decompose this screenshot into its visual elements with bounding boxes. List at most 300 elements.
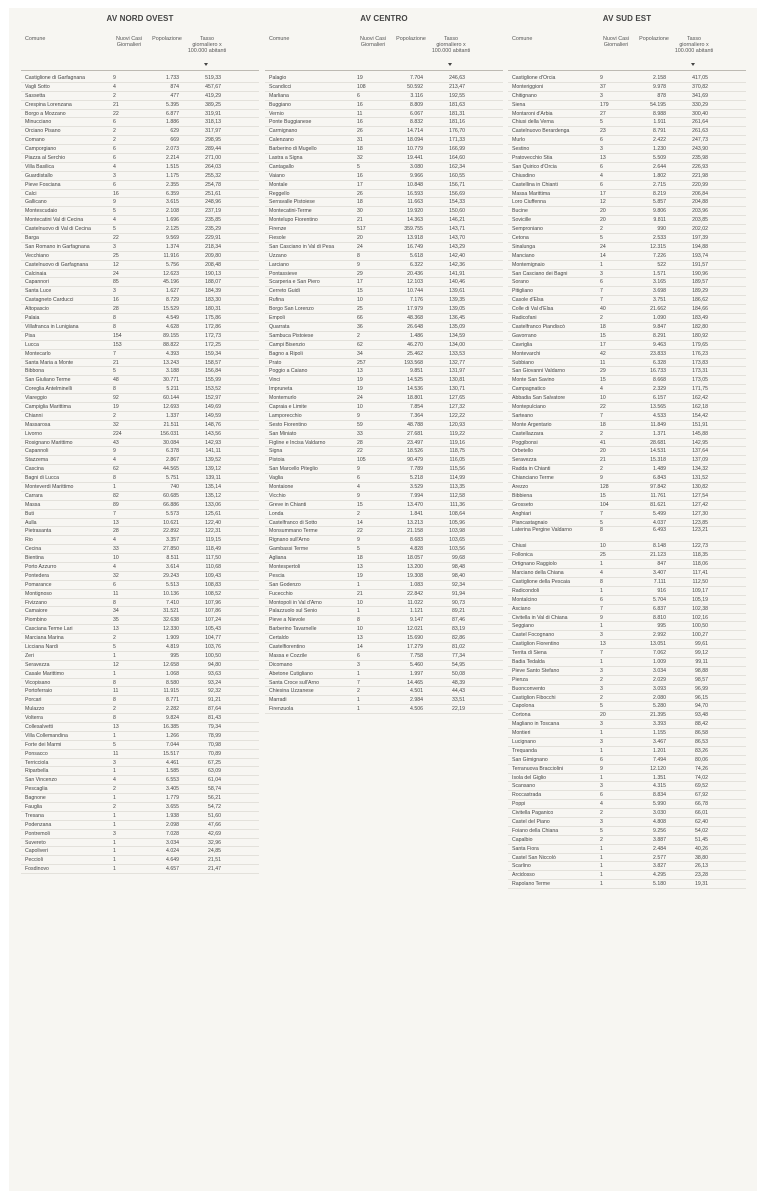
cell-comune: Vinci: [269, 377, 281, 384]
table-row: [265, 376, 503, 385]
cell-comune: Montignoso: [25, 590, 52, 597]
cell-comune: Chiusdino: [512, 172, 536, 179]
cell-tasso: 261,64: [692, 119, 708, 126]
table-row: [508, 261, 746, 270]
cell-comune: San Romano in Garfagnana: [25, 243, 90, 250]
cell-tasso: 181,16: [449, 119, 465, 126]
cell-tasso: 98,57: [695, 676, 708, 683]
cell-popolazione: 1.886: [166, 119, 179, 126]
cell-popolazione: 1.009: [653, 659, 666, 665]
cell-nuovi-casi: 21: [113, 359, 119, 366]
cell-nuovi-casi: 3: [113, 288, 116, 295]
cell-tasso: 118,75: [449, 448, 465, 455]
cell-tasso: 189,29: [692, 288, 708, 295]
cell-popolazione: 6.837: [653, 605, 666, 612]
cell-tasso: 122,73: [692, 543, 708, 550]
cell-comune: Lucca: [25, 341, 39, 348]
cell-popolazione: 8.729: [166, 297, 179, 304]
cell-popolazione: 11.915: [163, 688, 179, 695]
table-row: [21, 705, 259, 714]
cell-popolazione: 23.497: [407, 439, 423, 446]
cell-tasso: 141,91: [449, 270, 465, 277]
cell-popolazione: 11.663: [407, 199, 423, 206]
table-row: [265, 447, 503, 456]
cell-nuovi-casi: 34: [113, 608, 119, 615]
cell-popolazione: 5.573: [166, 510, 179, 517]
cell-popolazione: 60.685: [163, 492, 179, 499]
cell-popolazione: 6.157: [653, 395, 666, 402]
table-row: [265, 270, 503, 279]
cell-comune: Roccastrada: [512, 792, 542, 799]
cell-tasso: 188,07: [205, 279, 221, 286]
cell-nuovi-casi: 33: [113, 546, 119, 553]
cell-nuovi-casi: 27: [600, 110, 606, 117]
cell-popolazione: 1.938: [166, 812, 179, 819]
cell-nuovi-casi: 17: [357, 279, 363, 286]
table-row: [508, 578, 746, 587]
cell-comune: Portoferraio: [25, 688, 53, 695]
cell-nuovi-casi: 14: [600, 252, 606, 259]
cell-comune: Rapolano Terme: [512, 881, 550, 888]
table-row: [508, 685, 746, 694]
cell-comune: Fosdinovo: [25, 866, 49, 873]
cell-tasso: 54,95: [452, 661, 465, 668]
cell-comune: Licciana Nardi: [25, 644, 58, 650]
cell-comune: Camporgiano: [25, 146, 57, 153]
cell-popolazione: 4.657: [166, 866, 179, 873]
table-row: [265, 492, 503, 501]
cell-popolazione: 3.698: [653, 288, 666, 295]
cell-comune: Cetona: [512, 235, 529, 242]
cell-popolazione: 9.463: [653, 341, 666, 348]
cell-nuovi-casi: 1: [600, 587, 603, 594]
cell-popolazione: 2.125: [166, 226, 179, 233]
cell-popolazione: 1.230: [653, 146, 666, 153]
cell-nuovi-casi: 62: [357, 341, 363, 348]
cell-comune: Castelnuovo di Val di Cecina: [25, 226, 91, 233]
cell-comune: Castiglion Fibocchi: [512, 694, 556, 701]
cell-nuovi-casi: 32: [113, 572, 119, 579]
cell-tasso: 148,76: [205, 421, 221, 428]
table-row: [508, 782, 746, 791]
cell-nuovi-casi: 8: [113, 715, 116, 722]
cell-nuovi-casi: 7: [113, 350, 116, 357]
cell-tasso: 116,05: [449, 457, 465, 464]
cell-nuovi-casi: 16: [357, 101, 363, 108]
cell-popolazione: 60.144: [163, 395, 179, 402]
table-header: [265, 36, 503, 71]
cell-popolazione: 1.585: [166, 768, 179, 775]
cell-comune: Siena: [512, 101, 526, 108]
cell-comune: Monteriggioni: [512, 83, 544, 90]
table-row: [21, 118, 259, 127]
cell-tasso: 149,59: [205, 412, 221, 419]
table-row: [508, 270, 746, 279]
cell-popolazione: 1.841: [410, 510, 423, 517]
table-row: [21, 110, 259, 119]
cell-nuovi-casi: 3: [113, 243, 116, 250]
cell-nuovi-casi: 16: [113, 297, 119, 304]
cell-comune: Bibbiena: [512, 492, 533, 499]
cell-tasso: 176,23: [692, 350, 708, 357]
cell-tasso: 107,86: [205, 608, 221, 615]
cell-popolazione: 3.614: [166, 563, 179, 570]
cell-tasso: 194,88: [692, 243, 708, 250]
cell-nuovi-casi: 2: [600, 430, 603, 437]
table-row: [508, 501, 746, 510]
cell-tasso: 115,56: [449, 466, 465, 473]
table-row: [508, 605, 746, 614]
header-tasso[interactable]: Tasso giornaliero x 100.000 abitanti: [431, 36, 471, 54]
table-row: [508, 649, 746, 658]
table-row: [508, 305, 746, 314]
table-row: [508, 225, 746, 234]
table-body: [21, 74, 259, 874]
cell-tasso: 189,57: [692, 279, 708, 286]
cell-comune: Greve in Chianti: [269, 501, 307, 508]
cell-nuovi-casi: 7: [600, 605, 603, 612]
cell-nuovi-casi: 5: [600, 235, 603, 242]
sort-desc-icon[interactable]: [204, 63, 208, 66]
cell-popolazione: 1.733: [166, 75, 179, 81]
table-row: [508, 181, 746, 190]
cell-popolazione: 1.997: [410, 670, 423, 677]
cell-popolazione: 6.378: [166, 448, 179, 455]
cell-comune: Suvereto: [25, 839, 46, 846]
cell-tasso: 166,99: [449, 146, 465, 153]
table-row: [508, 542, 746, 551]
cell-popolazione: 2.984: [410, 697, 423, 704]
cell-popolazione: 1.371: [653, 430, 666, 437]
cell-popolazione: 2.073: [166, 146, 179, 153]
cell-popolazione: 3.093: [653, 685, 666, 692]
cell-popolazione: 359.755: [404, 226, 423, 233]
table-row: [21, 385, 259, 394]
cell-comune: Pratovecchio Stia: [512, 155, 553, 162]
cell-comune: Certaldo: [269, 635, 289, 642]
cell-nuovi-casi: 92: [113, 395, 119, 402]
cell-popolazione: 4.295: [653, 872, 666, 879]
cell-tasso: 83,19: [452, 626, 465, 633]
cell-comune: Carmignano: [269, 128, 298, 135]
cell-tasso: 108,64: [449, 510, 465, 517]
table-row: [21, 163, 259, 172]
cell-nuovi-casi: 10: [600, 395, 606, 402]
table-row: [508, 118, 746, 127]
cell-nuovi-casi: 28: [113, 306, 119, 313]
table-row: [21, 803, 259, 812]
cell-comune: Buonconvento: [512, 685, 546, 692]
cell-popolazione: 11.916: [163, 252, 179, 259]
table-row: [265, 332, 503, 341]
cell-comune: Gambassi Terme: [269, 546, 309, 553]
cell-comune: Mulazzo: [25, 706, 45, 713]
cell-comune: Campi Bisenzio: [269, 341, 306, 348]
table-row: [265, 261, 503, 270]
table-row: [21, 723, 259, 732]
cell-popolazione: 4.628: [166, 323, 179, 330]
cell-tasso: 160,55: [449, 172, 465, 179]
cell-comune: Collesalvetti: [25, 724, 53, 731]
cell-comune: Casale Marittimo: [25, 670, 64, 677]
table-row: [21, 607, 259, 616]
cell-tasso: 86,58: [695, 730, 708, 737]
cell-nuovi-casi: 7: [600, 297, 603, 304]
table-row: [21, 687, 259, 696]
cell-popolazione: 7.176: [410, 297, 423, 304]
table-row: [265, 670, 503, 679]
cell-nuovi-casi: 1: [113, 483, 116, 490]
cell-tasso: 62,40: [695, 819, 708, 826]
cell-tasso: 341,69: [692, 92, 708, 99]
cell-popolazione: 1.351: [653, 774, 666, 781]
cell-popolazione: 2.080: [653, 694, 666, 701]
cell-popolazione: 2.098: [166, 821, 179, 828]
cell-tasso: 122,31: [205, 528, 221, 535]
cell-comune: Guardistallo: [25, 172, 53, 179]
cell-tasso: 33,51: [452, 697, 465, 704]
cell-tasso: 171,75: [692, 386, 708, 393]
cell-popolazione: 8.148: [653, 543, 666, 550]
cell-tasso: 156,71: [449, 181, 465, 188]
cell-tasso: 203,85: [692, 217, 708, 224]
cell-comune: Montemignaio: [512, 261, 545, 268]
cell-tasso: 143,29: [449, 243, 465, 250]
cell-comune: Massa: [25, 501, 41, 508]
cell-nuovi-casi: 20: [357, 235, 363, 242]
table-row: [21, 261, 259, 270]
cell-nuovi-casi: 36: [357, 323, 363, 330]
cell-popolazione: 9.966: [410, 172, 423, 179]
cell-tasso: 417,05: [692, 75, 708, 81]
cell-nuovi-casi: 41: [600, 439, 606, 446]
cell-comune: Fucecchio: [269, 590, 293, 597]
table-row: [508, 145, 746, 154]
cell-popolazione: 5.513: [166, 581, 179, 588]
cell-comune: Montopoli in Val d'Arno: [269, 599, 322, 606]
cell-nuovi-casi: 32: [357, 155, 363, 162]
cell-tasso: 51,60: [208, 812, 221, 819]
cell-comune: Lastra a Signa: [269, 155, 303, 162]
cell-popolazione: 32.638: [163, 617, 179, 624]
table-row: [21, 439, 259, 448]
cell-popolazione: 5.756: [166, 261, 179, 268]
cell-tasso: 151,91: [692, 421, 708, 428]
table-row: [21, 207, 259, 216]
table-row: [21, 359, 259, 368]
cell-tasso: 142,93: [205, 439, 221, 446]
table-row: [508, 341, 746, 350]
cell-comune: Santa Luce: [25, 288, 52, 295]
cell-popolazione: 3.116: [410, 92, 423, 99]
cell-comune: Larciano: [269, 261, 289, 268]
cell-nuovi-casi: 25: [600, 552, 606, 559]
cell-nuovi-casi: 2: [113, 786, 116, 793]
cell-comune: Calci: [25, 190, 37, 197]
cell-tasso: 21,51: [208, 857, 221, 864]
cell-comune: Piombino: [25, 617, 47, 624]
cell-comune: Seravezza: [512, 457, 537, 464]
cell-nuovi-casi: 32: [113, 421, 119, 428]
cell-comune: Casole d'Elsa: [512, 297, 544, 304]
cell-nuovi-casi: 8: [113, 315, 116, 322]
cell-nuovi-casi: 3: [357, 661, 360, 668]
cell-comune: Pescaglia: [25, 786, 48, 793]
cell-popolazione: 9.256: [653, 827, 666, 834]
table-row: [265, 625, 503, 634]
cell-comune: Chitignano: [512, 92, 537, 99]
cell-comune: Castiglione della Pescaia: [512, 578, 570, 585]
cell-tasso: 143,70: [449, 235, 465, 242]
cell-comune: Firenzuola: [269, 706, 294, 713]
table-row: [508, 154, 746, 163]
table-row: [508, 667, 746, 676]
table-row: [21, 536, 259, 545]
cell-tasso: 183,49: [692, 315, 708, 322]
cell-popolazione: 12.103: [407, 279, 423, 286]
table-row: [21, 314, 259, 323]
table-row: [508, 560, 746, 569]
cell-popolazione: 8.988: [653, 110, 666, 117]
cell-popolazione: 44.565: [163, 466, 179, 473]
cell-tasso: 63,09: [208, 768, 221, 775]
cell-nuovi-casi: 128: [600, 483, 609, 490]
cell-popolazione: 10.848: [407, 181, 423, 188]
table-row: [508, 92, 746, 101]
cell-nuovi-casi: 10: [357, 599, 363, 606]
cell-tasso: 150,60: [449, 208, 465, 215]
cell-nuovi-casi: 8: [113, 697, 116, 704]
cell-nuovi-casi: 13: [600, 641, 606, 648]
cell-popolazione: 13.243: [163, 359, 179, 366]
table-row: [508, 447, 746, 456]
cell-comune: Barberino di Mugello: [269, 146, 317, 153]
table-row: [265, 527, 503, 536]
table-row: [21, 243, 259, 252]
cell-comune: Pieve Fosciana: [25, 181, 61, 188]
cell-popolazione: 1.627: [166, 288, 179, 295]
cell-comune: Montepulciano: [512, 403, 546, 410]
cell-comune: San Giuliano Terme: [25, 377, 71, 384]
table-row: [265, 234, 503, 243]
cell-nuovi-casi: 85: [113, 279, 119, 286]
cell-popolazione: 54.195: [650, 101, 666, 108]
cell-nuovi-casi: 48: [113, 377, 119, 384]
cell-popolazione: 2.644: [653, 163, 666, 170]
table-row: [508, 376, 746, 385]
cell-tasso: 19,31: [695, 881, 708, 888]
table-row: [21, 501, 259, 510]
cell-comune: Crespina Lorenzana: [25, 101, 72, 108]
cell-comune: Vicopisano: [25, 679, 51, 686]
cell-tasso: 172,73: [205, 332, 221, 339]
table-row: [21, 785, 259, 794]
cell-tasso: 154,42: [692, 412, 708, 419]
cell-comune: Lucignano: [512, 739, 536, 746]
table-row: [508, 136, 746, 145]
table-row: [508, 774, 746, 783]
cell-nuovi-casi: 4: [600, 172, 603, 179]
cell-comune: Chiusi della Verna: [512, 119, 554, 126]
cell-tasso: 24,85: [208, 848, 221, 855]
cell-tasso: 93,63: [208, 670, 221, 677]
sort-desc-icon[interactable]: [691, 63, 695, 66]
header-nuovi-casi: Nuovi Casi Giornalieri: [115, 36, 143, 48]
table-body: [265, 74, 503, 714]
header-tasso[interactable]: Tasso giornaliero x 100.000 abitanti: [674, 36, 714, 54]
cell-popolazione: 3.887: [653, 836, 666, 843]
cell-comune: Civitella in Val di Chiana: [512, 614, 568, 621]
cell-tasso: 114,99: [449, 475, 465, 482]
cell-nuovi-casi: 4: [113, 537, 116, 544]
cell-comune: Territa di Siena: [512, 650, 547, 657]
header-popolazione: Popolazione: [639, 36, 669, 42]
table-row: [265, 519, 503, 528]
cell-nuovi-casi: 6: [600, 596, 603, 603]
cell-popolazione: 7.410: [166, 599, 179, 606]
table-row: [21, 447, 259, 456]
cell-tasso: 180,31: [205, 306, 221, 313]
cell-nuovi-casi: 25: [113, 252, 119, 259]
cell-comune: Vernio: [269, 110, 284, 117]
cell-tasso: 149,69: [205, 403, 221, 410]
cell-nuovi-casi: 5: [357, 546, 360, 553]
section-av-sud-est: [508, 8, 746, 889]
cell-tasso: 139,61: [449, 288, 465, 295]
cell-comune: Riparbella: [25, 768, 49, 775]
cell-tasso: 102,16: [692, 614, 708, 621]
cell-popolazione: 7.758: [410, 652, 423, 659]
cell-comune: Montecatini-Terme: [269, 208, 312, 215]
cell-comune: Villa Collemandina: [25, 732, 68, 739]
cell-tasso: 111,36: [449, 501, 465, 508]
cell-comune: Radda in Chianti: [512, 466, 551, 473]
cell-comune: Pietrasanta: [25, 528, 52, 535]
table-row: [21, 394, 259, 403]
cell-popolazione: 4.024: [166, 848, 179, 855]
cell-comune: San Marcello Piteglio: [269, 466, 318, 473]
cell-comune: Buggiano: [269, 101, 291, 108]
cell-tasso: 22,19: [452, 706, 465, 713]
cell-popolazione: 3.393: [653, 721, 666, 728]
cell-popolazione: 4.649: [166, 857, 179, 864]
table-row: [21, 403, 259, 412]
table-row: [21, 154, 259, 163]
cell-tasso: 123,85: [692, 519, 708, 526]
cell-tasso: 190,13: [205, 270, 221, 277]
table-row: [508, 694, 746, 703]
header-tasso[interactable]: Tasso giornaliero x 100.000 abitanti: [187, 36, 227, 54]
cell-comune: Montemurlo: [269, 395, 297, 402]
cell-tasso: 104,77: [205, 635, 221, 642]
cell-tasso: 134,00: [449, 341, 465, 348]
table-row: [508, 216, 746, 225]
table-row: [508, 234, 746, 243]
cell-popolazione: 13.051: [650, 641, 666, 648]
table-row: [265, 599, 503, 608]
cell-tasso: 131,97: [449, 368, 465, 375]
cell-popolazione: 2.484: [653, 845, 666, 852]
cell-popolazione: 2.577: [653, 854, 666, 861]
cell-tasso: 457,67: [205, 83, 221, 90]
cell-comune: Gallicano: [25, 199, 47, 206]
sort-desc-icon[interactable]: [448, 63, 452, 66]
cell-comune: Villa Basilica: [25, 163, 55, 170]
table-row: [21, 234, 259, 243]
cell-comune: Cortona: [512, 712, 531, 719]
cell-tasso: 100,50: [692, 623, 708, 630]
cell-nuovi-casi: 10: [357, 297, 363, 304]
